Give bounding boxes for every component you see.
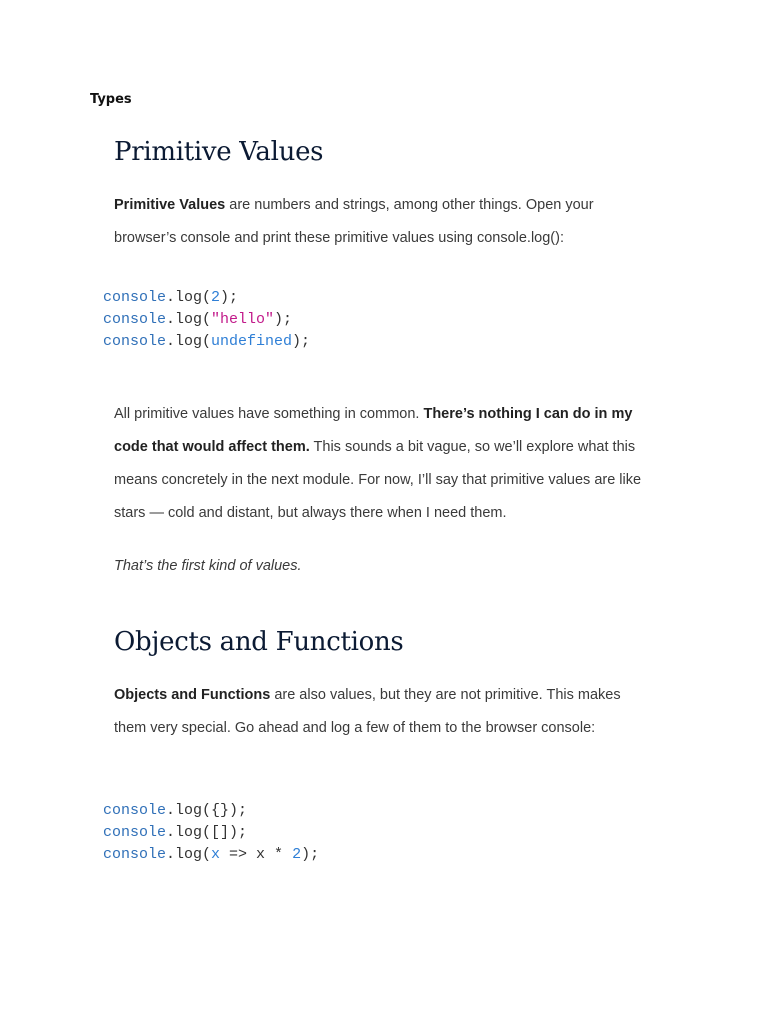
code-line [103,822,319,844]
code-token-end: ); [274,311,293,328]
code-line [103,800,319,822]
code-line [103,309,310,331]
code-token-end: ); [301,846,320,863]
section-heading-objects-and-functions: Objects and Functions [114,627,404,657]
code-token-call: .log([]); [166,824,248,841]
page-label: Types [90,92,132,107]
first-kind-closing: That’s the first kind of values. [114,558,302,574]
code-block-primitives [103,287,310,353]
code-line [103,287,310,309]
code-token-object: console [103,846,167,863]
intro-bold-term: Primitive Values [114,197,226,213]
paragraph-bold-text: There’s nothing I can do in my code that would affect them. [114,406,633,455]
code-token-call: .log( [166,333,212,350]
code-token-object: console [103,333,167,350]
code-token-number: 2 [211,289,221,306]
code-token-object: console [103,311,167,328]
code-token-string: "hello" [211,311,275,328]
code-token-object: console [103,824,167,841]
paragraph-text: This sounds a bit vague, so we’ll explore what this means concretely in the next module. For now, I’ll say that primitive values are like stars — cold and distant, but always there when I need them. [114,439,642,521]
code-token-call: .log( [166,289,212,306]
code-token-object: console [103,289,167,306]
code-token-call: .log({}); [166,802,248,819]
code-token-call: .log( [166,311,212,328]
code-line [103,844,319,866]
intro-text: are numbers and strings, among other things. Open your browser’s console and print these primitive values using console.log(): [114,197,594,246]
code-line [103,331,310,353]
code-token-object: console [103,802,167,819]
objects-functions-intro [114,679,646,745]
paragraph-text: All primitive values have something in common. [114,406,424,422]
section-heading-primitive-values: Primitive Values [114,137,324,167]
code-token-body: => x * [220,846,293,863]
intro-bold-term: Objects and Functions [114,687,271,703]
intro-text: are also values, but they are not primitive. This makes them very special. Go ahead and log a few of them to the browser console: [114,687,621,736]
code-token-call: .log( [166,846,212,863]
primitive-values-common-paragraph [114,398,646,530]
code-token-end: ); [292,333,311,350]
code-token-keyword: undefined [211,333,293,350]
code-block-objects [103,800,319,866]
code-token-end: ); [220,289,239,306]
primitive-values-intro [114,189,646,255]
code-token-param: x [211,846,221,863]
code-token-number: 2 [292,846,302,863]
